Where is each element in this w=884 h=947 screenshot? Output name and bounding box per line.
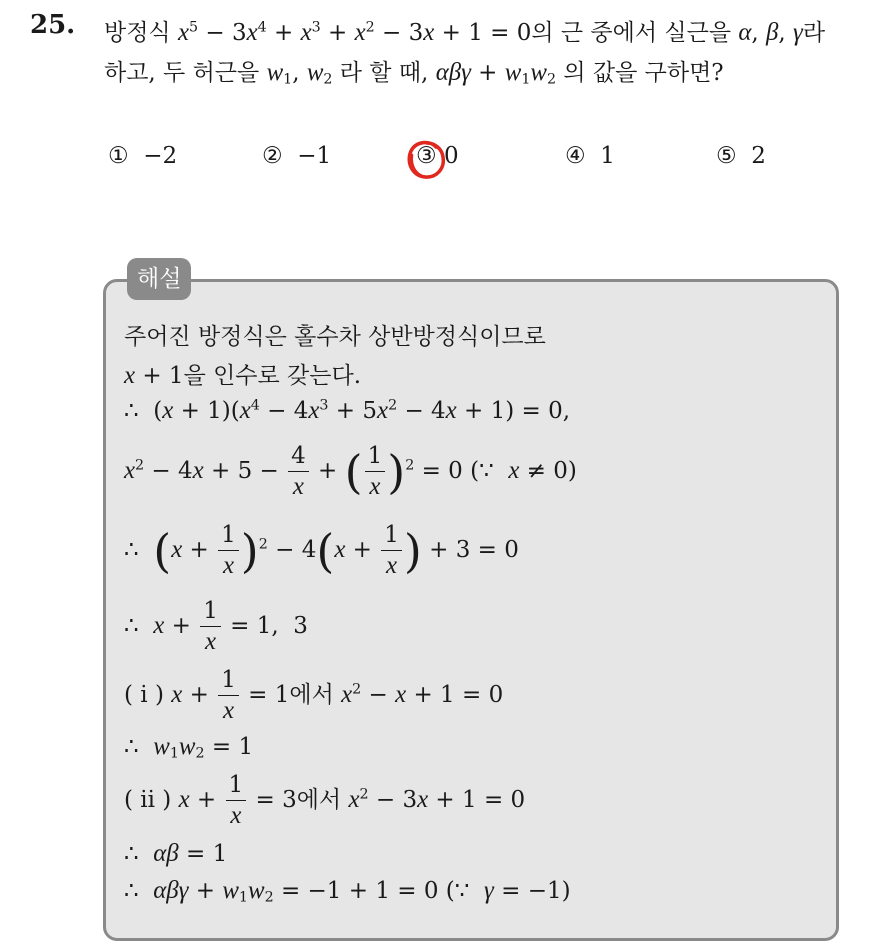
solution-factorization: ∴ $(x + 1)(x^4 - 4x^3 + 5x^2 - 4x + 1) = 0$, [124, 397, 571, 424]
choice-5[interactable] [716, 143, 766, 169]
solution-text: 을 인수로 갖는다. [183, 363, 362, 389]
choice-value: −1 [297, 143, 332, 169]
math-expression: $\alpha\beta\gamma + w_1w_2$ [435, 59, 557, 88]
question-text: 의 값을 구하면? [563, 60, 724, 86]
choice-mark: ② [262, 143, 283, 169]
choice-mark: ⑤ [716, 143, 737, 169]
question-line-2 [104, 54, 724, 87]
choice-mark: ④ [565, 143, 586, 169]
solution-values: ∴ x + $\frac{1}{x}$ = 1, 3 [124, 598, 308, 655]
solution-case-i: ( i ) x + $\frac{1}{x}$ = 1에서 $x^2 - x + 1 = 0$ [124, 667, 504, 724]
answer-circle-icon [403, 135, 449, 183]
case-label: ( i ) [124, 682, 164, 709]
choice-mark: ① [108, 143, 129, 169]
solution-product-w: ∴ $w_1w_2 = 1$ [124, 733, 254, 762]
choice-mark: ③ [416, 143, 437, 169]
math-factor: x + 1 [124, 362, 184, 389]
question-text: 라 [802, 20, 826, 46]
solution-tag: 해설 [127, 258, 191, 300]
solution-text: 에서 [289, 682, 334, 709]
solution-final: ∴ $\alpha\beta\gamma + w_1w_2 = -1 + 1 = 0$ (∵ γ = −1) [124, 877, 571, 906]
choice-value: 2 [751, 143, 766, 169]
choice-value: 1 [600, 143, 615, 169]
choice-1[interactable] [108, 143, 177, 169]
choice-value: 0 [443, 143, 459, 169]
question-text: 라 할 때, [339, 60, 429, 86]
question-number: 25. [30, 10, 76, 40]
question-text: 의 근 중에서 실근을 [531, 20, 732, 46]
choice-value: −2 [143, 143, 178, 169]
question-text: 하고, 두 허근을 [104, 60, 260, 86]
question-text: 방정식 [104, 20, 171, 46]
solution-substitution: ∴ (x + $\frac{1}{x}$ )$^2$ − 4(x + $\frac{1}{x}$ ) + 3 = 0 [124, 522, 519, 579]
solution-line-1: 주어진 방정식은 홀수차 상반방정식이므로 [124, 324, 546, 350]
solution-divided-equation: $x^2 - 4x + 5$ − $\frac{4}{x}$ + ( $\frac{1}{x}$ )$^2$ = 0 (∵ x ≠ 0) [124, 443, 577, 500]
case-label: ( ii ) [124, 787, 172, 814]
solution-case-ii: ( ii ) x + $\frac{1}{x}$ = 3에서 $x^2 - 3x + 1 = 0$ [124, 772, 526, 829]
question-line-1 [104, 14, 825, 47]
choice-2[interactable] [262, 143, 331, 169]
equation: $x^5 - 3x^4 + x^3 + x^2 - 3x + 1 = 0$ [177, 19, 532, 46]
solution-line-2 [124, 357, 361, 390]
choice-4[interactable] [565, 143, 615, 169]
math-roots: α, β, γ [738, 19, 803, 46]
solution-text: 에서 [296, 787, 342, 814]
solution-product-ab: ∴ αβ = 1 [124, 840, 228, 867]
math-imag-roots: $w_1$, $w_2$ [266, 59, 333, 88]
